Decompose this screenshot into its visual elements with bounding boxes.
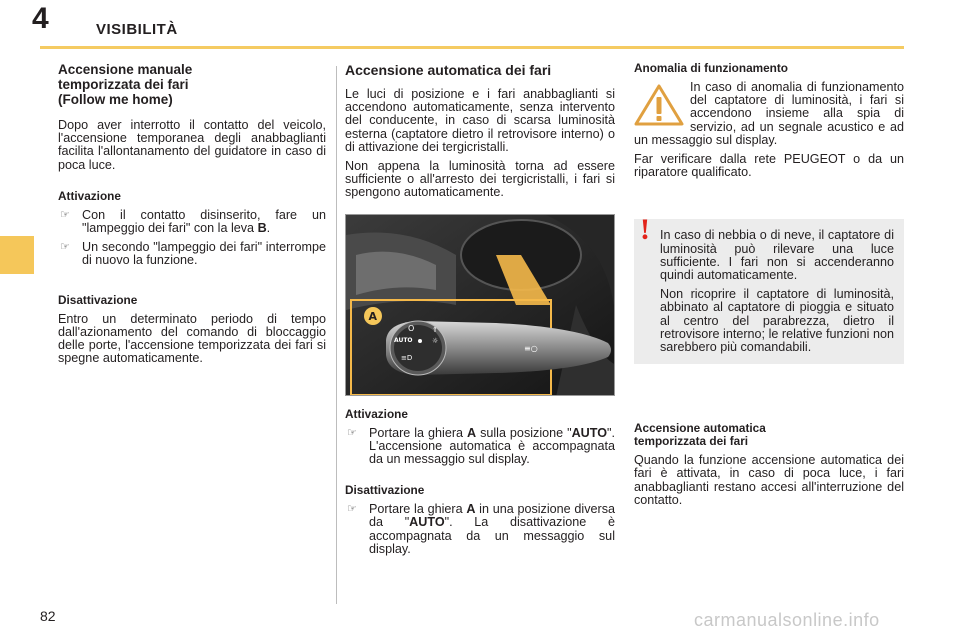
section-title-auto-lights: Accensione automatica dei fari <box>345 62 552 78</box>
list-item: ☞ Portare la ghiera A sulla posizione "AUTO". L'accensione automatica è accompagnata da un messaggio sul display. <box>347 425 616 467</box>
pointing-hand-icon: ☞ <box>347 426 357 439</box>
activation-heading: Attivazione <box>58 188 121 203</box>
svg-text:O: O <box>408 323 415 333</box>
note-paragraph-1: In caso di nebbia o di neve, il captatore di luminosità può rilevare una luce sufficiente. I fari non si accenderanno quindi automaticamente. <box>660 228 894 283</box>
warning-triangle-icon <box>634 83 684 127</box>
pointing-hand-icon: ☞ <box>347 503 357 516</box>
pointing-hand-icon: ☞ <box>60 208 70 221</box>
svg-text:≡○: ≡○ <box>524 343 538 353</box>
deactivation-paragraph: Entro un determinato periodo di tempo dall'azionamento del comando di bloccaggio delle porte, l'accensione temporizzata dei fari si spegne automaticamente. <box>58 311 326 366</box>
list-item: ☞ Un secondo "lampeggio dei fari" interrompe di nuovo la funzione. <box>60 240 326 268</box>
callout-a: A <box>368 309 378 323</box>
column-divider <box>336 66 337 604</box>
auto-deactivation-heading: Disattivazione <box>345 483 425 498</box>
pointing-hand-icon: ☞ <box>60 241 70 254</box>
malfunction-heading: Anomalia di funzionamento <box>634 61 789 75</box>
followme-auto-heading: Accensione automatica temporizzata dei fari <box>634 421 766 449</box>
chapter-side-tab <box>0 236 34 274</box>
left-column <box>58 62 326 371</box>
lighting-stalk-illustration <box>346 215 615 396</box>
chapter-number: 4 <box>32 2 49 35</box>
header-rule <box>40 46 904 49</box>
auto-activation-heading: Attivazione <box>345 406 408 421</box>
middle-column <box>345 62 615 562</box>
svg-text:☼: ☼ <box>432 336 439 345</box>
auto-lights-paragraph-2: Non appena la luminosità torna ad essere sufficiente o all'arresto dei tergicristalli, i fari si spengono automaticamente. <box>345 159 615 200</box>
watermark: carmanualsonline.info <box>694 610 880 630</box>
list-item: ☞ Con il contatto disinserito, fare un "lampeggio dei fari" con la leva B. <box>60 207 326 236</box>
svg-text:≡D: ≡D <box>401 353 413 362</box>
malfunction-paragraph-2: Far verificare dalla rete PEUGEOT o da un riparatore qualificato. <box>634 152 904 180</box>
followme-auto-paragraph: Quando la funzione accensione automatica dei fari è attivata, in caso di poca luce, i fari anabbaglianti restano accesi all'interruzione del contatto. <box>634 453 904 507</box>
page-number: 82 <box>40 608 56 624</box>
malfunction-paragraph: In caso di anomalia di funzionamento del captatore di luminosità, i fari si accendono insieme alla spia di servizio, ad un segnale acustico e ad un messaggio sul display. <box>634 80 904 147</box>
intro-paragraph: Dopo aver interrotto il contatto del veicolo, l'accensione temporanea degli anabbaglianti facilita l'allontanamento del guidatore in caso di poca luce. <box>58 118 326 172</box>
right-column <box>634 62 904 513</box>
deactivation-heading: Disattivazione <box>58 292 138 307</box>
note-paragraph-2: Non ricoprire il captatore di luminosità, abbinato al captatore di pioggia e situato al centro del parabrezza, dietro il retrovisore interno; le relative funzioni non sarebbero più comandabili. <box>660 287 894 355</box>
section-title-follow-me-home: Accensione manuale temporizzata dei fari (Follow me home) <box>58 62 193 107</box>
list-item: ☞ Portare la ghiera A in una posizione diversa da "AUTO". La disattivazione è accompagnata da un messaggio sul display. <box>347 502 616 556</box>
svg-text:⇑: ⇑ <box>432 325 438 334</box>
lighting-stalk-photo <box>345 214 615 396</box>
chapter-title: VISIBILITÀ <box>96 21 178 38</box>
note-box <box>634 213 904 364</box>
auto-lights-paragraph-1: Le luci di posizione e i fari anabbaglianti si accendono automaticamente, senza intervento del conducente, in caso di scarsa luminosità esterna (captatore dietro il retrovisore interno) o di attivazione dei tergicristalli. <box>345 87 615 154</box>
auto-marking: AUTO <box>394 336 413 344</box>
exclamation-icon: ! <box>640 213 650 247</box>
